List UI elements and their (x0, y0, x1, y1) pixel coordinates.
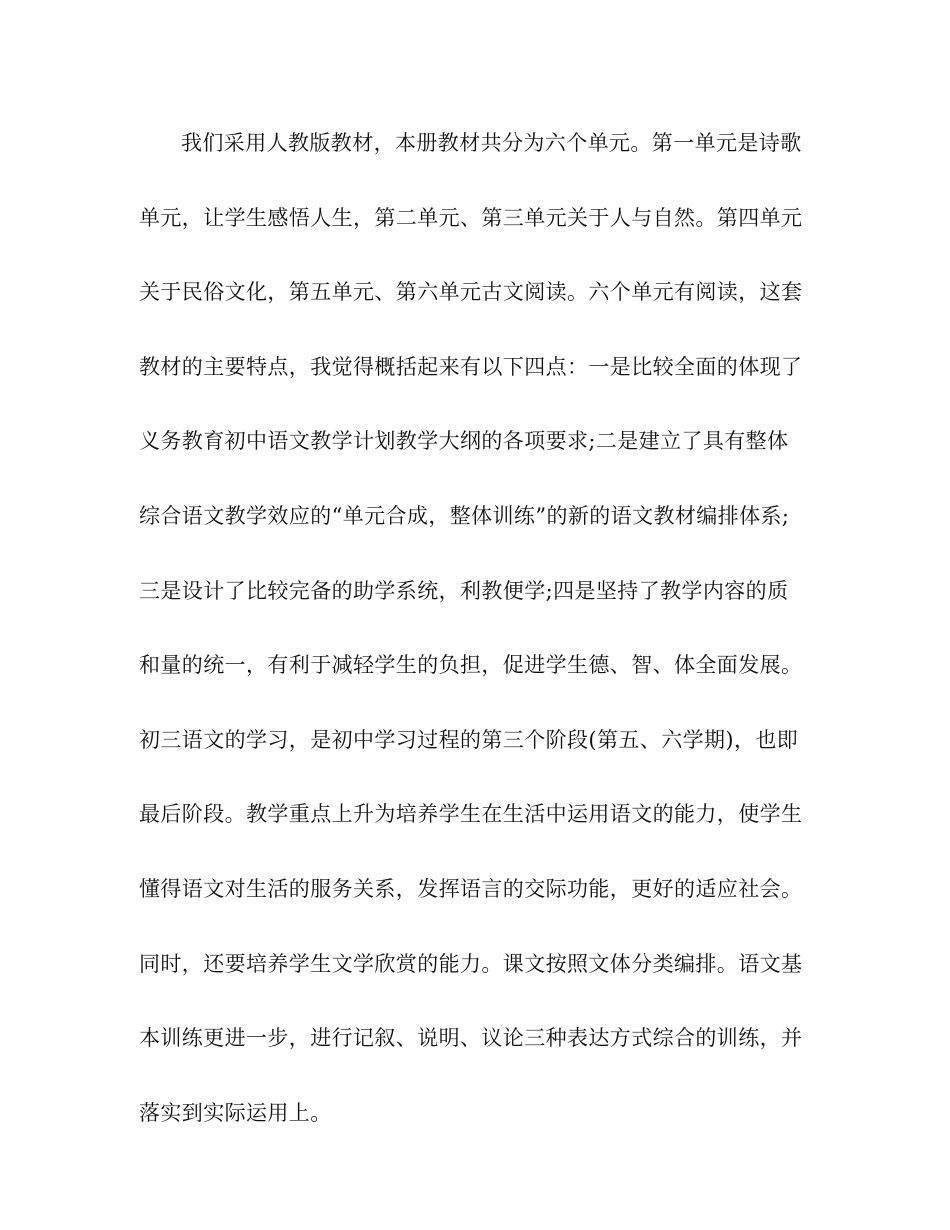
text-line: 我们采用人教版教材，本册教材共分为六个单元。第一单元是诗歌 (181, 131, 802, 155)
text-line: 关于民俗文化，第五单元、第六单元古文阅读。六个单元有阅读，这套 (139, 280, 803, 305)
text-line: 同时，还要培养学生文学欣赏的能力。课文按照文体分类编排。语文基 (139, 951, 803, 976)
text-line: 和量的统一，有利于减轻学生的负担，促进学生德、智、体全面发展。 (139, 653, 803, 678)
text-line: 本训练更进一步，进行记叙、说明、议论三种表达方式综合的训练，并 (139, 1026, 803, 1051)
text-line: 义务教育初中语文教学计划教学大纲的各项要求;二是建立了具有整体 (139, 429, 789, 454)
text-line: 落实到实际运用上。 (139, 1100, 332, 1125)
text-line: 三是设计了比较完备的助学系统，利教便学;四是坚持了教学内容的质 (139, 578, 789, 603)
text-line: 综合语文教学效应的“单元合成，整体训练”的新的语文教材编排体系; (139, 503, 790, 528)
text-line: 教材的主要特点，我觉得概括起来有以下四点：一是比较全面的体现了 (139, 354, 803, 379)
text-line: 最后阶段。教学重点上升为培养学生在生活中运用语文的能力，使学生 (139, 802, 803, 827)
body-paragraph (139, 124, 829, 1168)
text-line: 初三语文的学习，是初中学习过程的第三个阶段(第五、六学期)，也即 (139, 727, 799, 752)
text-line: 单元，让学生感悟人生，第二单元、第三单元关于人与自然。第四单元 (139, 205, 803, 230)
text-line: 懂得语文对生活的服务关系，发挥语言的交际功能，更好的适应社会。 (139, 876, 803, 901)
